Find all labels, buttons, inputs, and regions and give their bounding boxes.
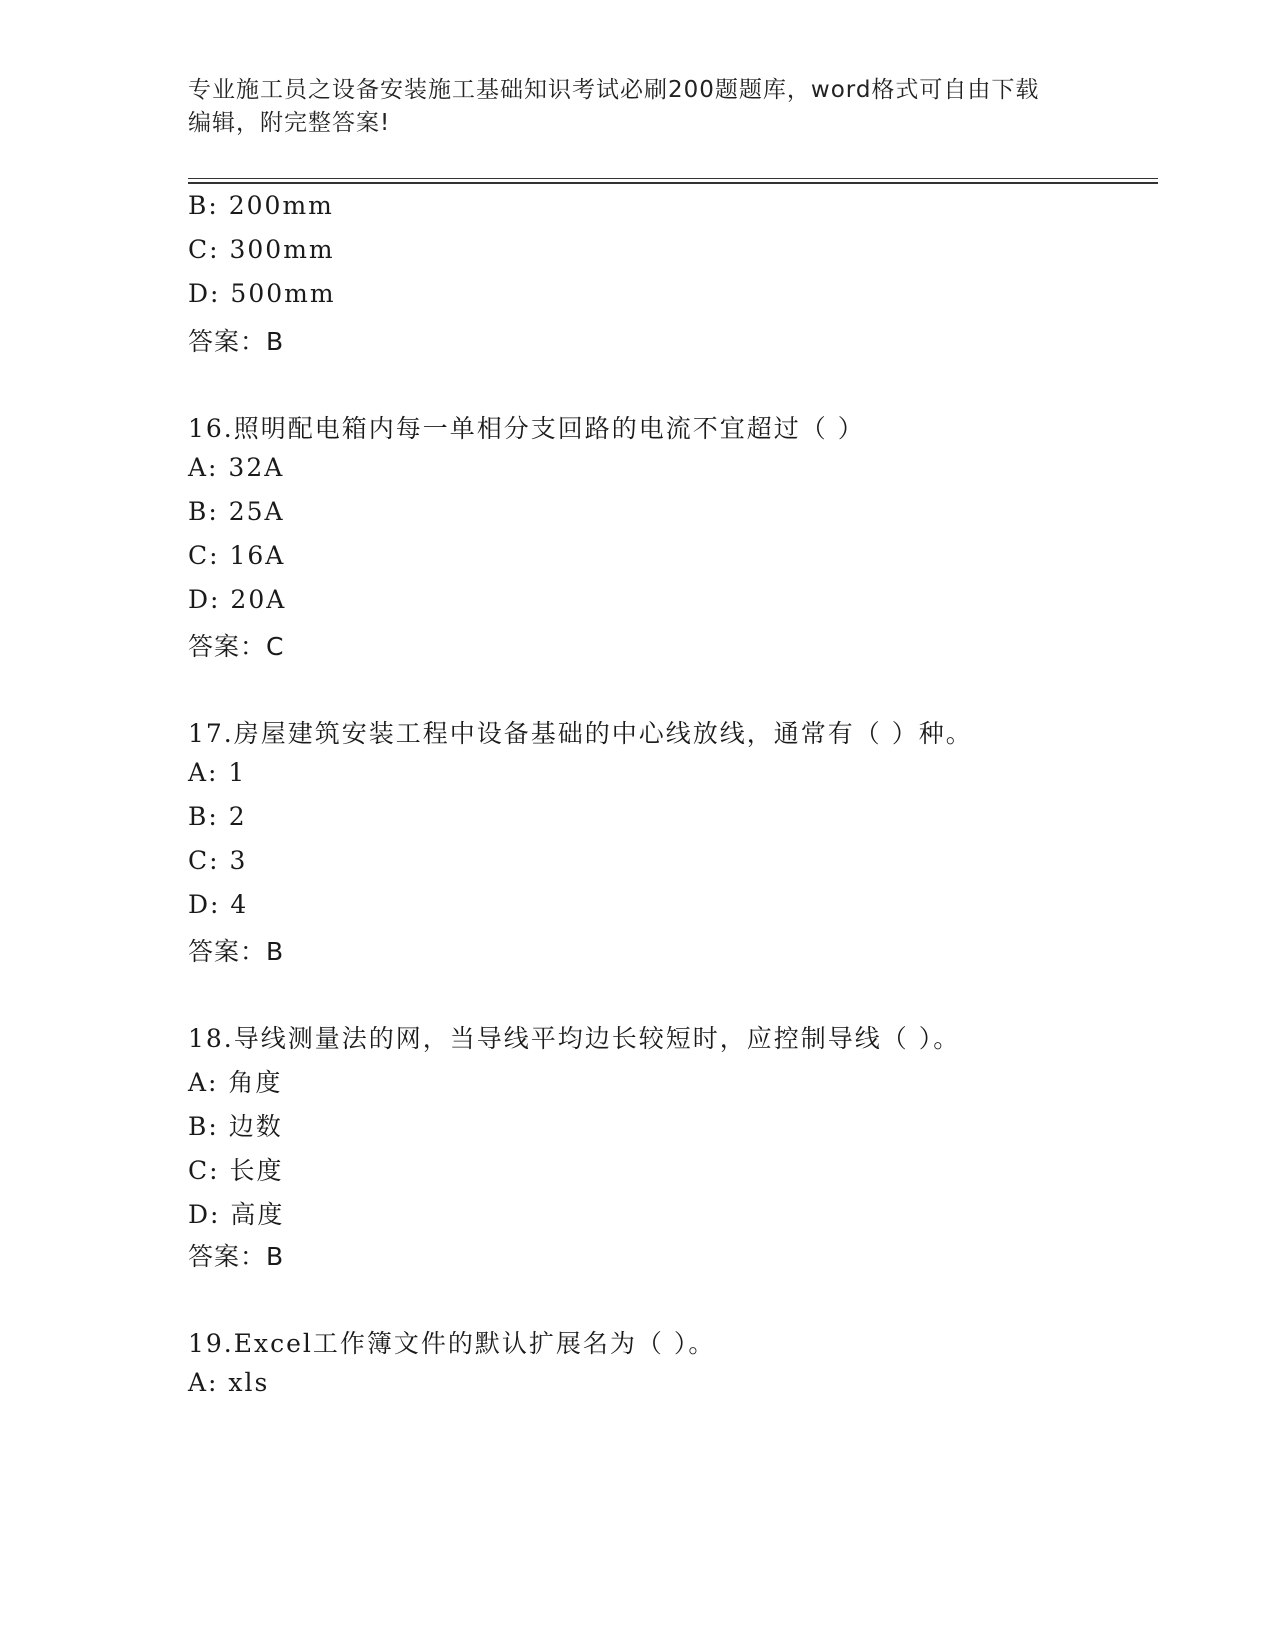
q16-option-a: A: 32A (188, 453, 285, 482)
q18-option-d: D: 高度 (188, 1200, 285, 1229)
q16-answer: 答案：C (188, 632, 285, 661)
q16-option-d: D: 20A (188, 585, 287, 614)
q18-question: 18.导线测量法的网，当导线平均边长较短时，应控制导线（ ）。 (188, 1024, 961, 1053)
q16-question: 16.照明配电箱内每一单相分支回路的电流不宜超过（ ） (188, 414, 865, 443)
q19-question: 19.Excel工作簿文件的默认扩展名为（ ）。 (188, 1329, 716, 1358)
q17-option-d: D: 4 (188, 890, 249, 919)
q17-answer: 答案：B (188, 937, 285, 966)
q18-option-c: C: 长度 (188, 1156, 284, 1185)
q15-option-c: C: 300mm (188, 235, 335, 264)
q16-option-c: C: 16A (188, 541, 286, 570)
q18-option-b: B: 边数 (188, 1112, 283, 1141)
q15-option-d: D: 500mm (188, 279, 336, 308)
document-header (188, 74, 1068, 140)
header-divider-thick (188, 182, 1158, 184)
q17-option-b: B: 2 (188, 802, 247, 831)
q16-option-b: B: 25A (188, 497, 285, 526)
header-line-2: 编辑，附完整答案! (188, 110, 391, 136)
q15-option-b: B: 200mm (188, 191, 334, 220)
q19-option-a: A: xls (188, 1368, 270, 1397)
q17-option-c: C: 3 (188, 846, 248, 875)
q18-option-a: A: 角度 (188, 1068, 283, 1097)
q18-answer: 答案：B (188, 1242, 285, 1271)
q15-answer: 答案：B (188, 327, 285, 356)
q17-option-a: A: 1 (188, 758, 247, 787)
header-line-1: 专业施工员之设备安装施工基础知识考试必刷200题题库，word格式可自由下载 (188, 77, 1040, 103)
q17-question: 17.房屋建筑安装工程中设备基础的中心线放线，通常有（ ）种。 (188, 719, 973, 748)
header-divider-thin (188, 178, 1158, 179)
